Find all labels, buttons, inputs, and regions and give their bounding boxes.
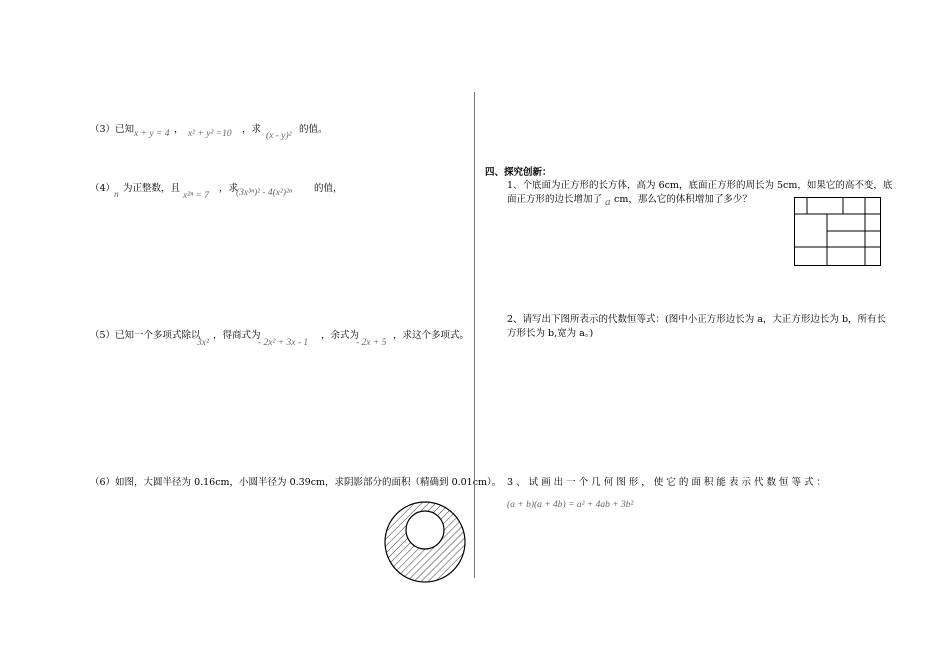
p3-equation-1: x + y = 4	[134, 129, 170, 139]
p5-divisor: 3x²	[197, 338, 209, 348]
p4-expression: (3x³ⁿ)² - 4(x²)²ⁿ	[236, 188, 292, 198]
p4-text-2: ，求	[219, 183, 239, 194]
p4-variable: n	[114, 190, 119, 200]
rectangle-tiling-figure	[792, 195, 884, 270]
p3-tail: 的值。	[299, 124, 328, 135]
q1-variable: a	[605, 196, 611, 208]
q3-identity: (a + b)(a + 4b) = a² + 4ab + 3b²	[507, 500, 634, 510]
p4-tail: 的值，	[314, 183, 343, 194]
q2-line-1: 2、请写出下图所表示的代数恒等式：(图中小正方形边长为 a，大正方形边长为 b，所有长	[507, 314, 887, 325]
p4-label: （4）	[90, 183, 116, 194]
q3-line-1: 3 、 试 画 出 一 个 几 何 图 形 ， 使 它 的 面 积 能 表 示 代 数 恒 等 式 ：	[507, 477, 827, 488]
section-heading: 四、探究创新：	[485, 167, 552, 178]
q1-line-2a: 面正方形的边长增加了	[507, 194, 603, 205]
p6-text: （6）如图，大圆半径为 0.16cm，小圆半径为 0.39cm，求阴影部分的面积（精确到 0.01cm）。	[90, 477, 502, 488]
p3-equation-2: x² + y² =10	[188, 129, 232, 139]
p3-label: （3）已知	[90, 124, 135, 135]
p3-expression: (x - y)²	[266, 131, 292, 141]
p4-equation: x²ⁿ = 7	[183, 191, 209, 201]
q2-line-2: 方形长为 b,宽为 a。)	[507, 328, 594, 339]
p5-text-4: ，求这个多项式。	[393, 330, 470, 341]
annulus-figure	[382, 500, 472, 586]
p5-text-3: ，余式为	[321, 330, 360, 341]
p5-quotient: - 2x² + 3x - 1	[258, 338, 309, 348]
p3-sep-2: ，求	[242, 124, 262, 135]
q1-line-1: 1、个底面为正方形的长方体，高为 6cm，底面正方形的周长为 5cm，如果它的高不变，底	[507, 180, 893, 191]
q1-line-2b: cm，那么它的体积增加了多少？	[614, 194, 752, 205]
p5-text-1: （5）已知一个多项式除以	[90, 330, 201, 341]
p3-sep-1: ，	[174, 124, 184, 135]
p5-text-2: ，得商式为	[213, 330, 261, 341]
p5-remainder: - 2x + 5	[356, 338, 387, 348]
column-divider	[474, 92, 475, 578]
p4-text-1: 为正整数，且	[123, 183, 181, 194]
small-circle	[406, 511, 444, 549]
